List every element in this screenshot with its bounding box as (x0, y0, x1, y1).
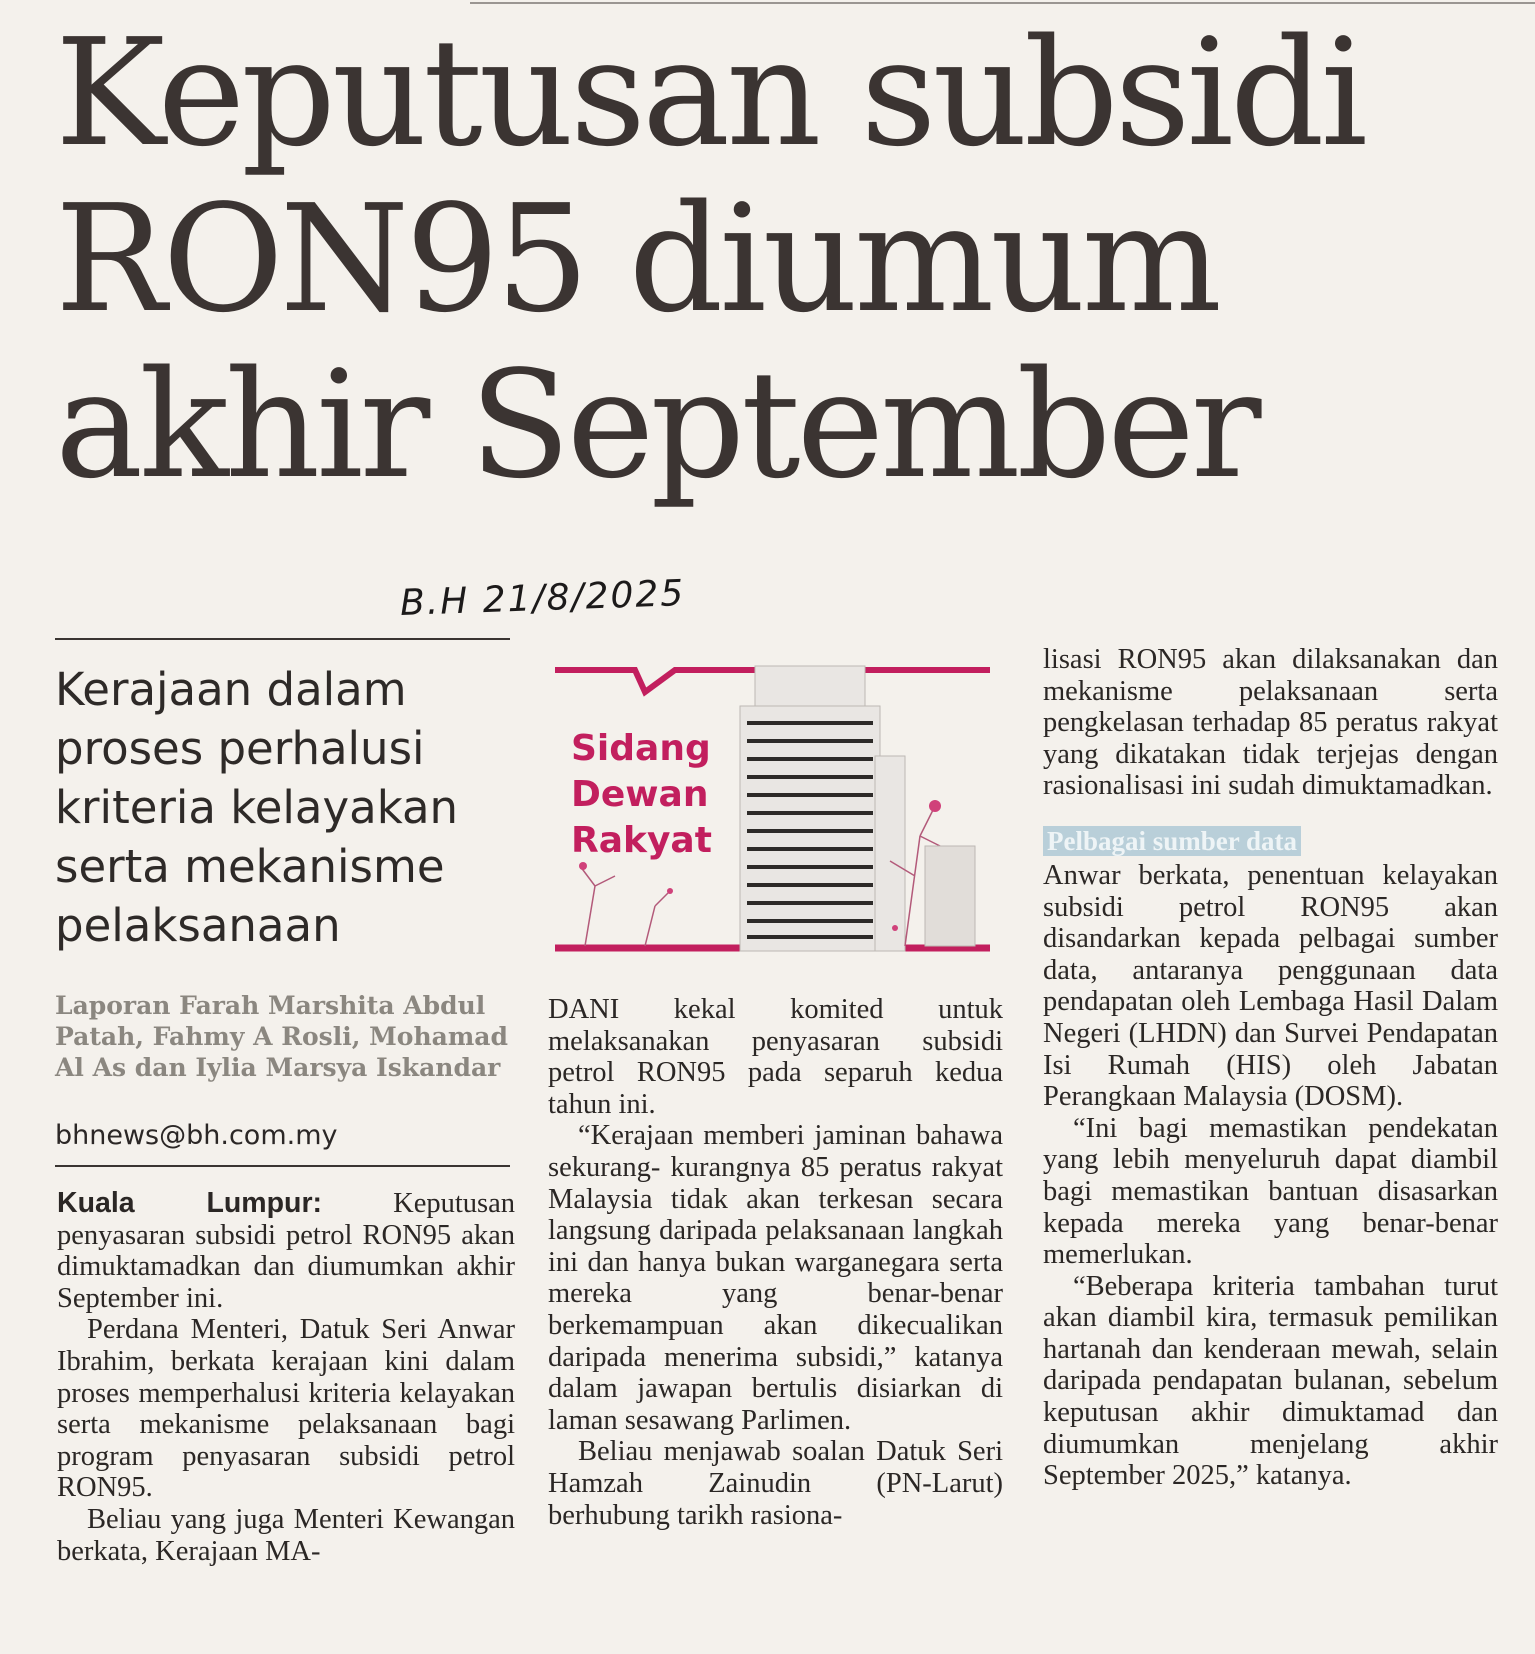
paragraph: “Beberapa kriteria tambahan turut akan diambil kira, termasuk pemilikan hartanah dan kenderaan mewah, selain daripada pendapatan bulanan, sebelum keputusan akhir dimuktamad dan diumumkan menjelang akhir September 2025,” katanya. (1043, 1270, 1498, 1492)
promo-label-line-3: Rakyat (571, 820, 712, 861)
article-column-3 (1043, 644, 1498, 1492)
spacer (1043, 802, 1498, 826)
headline-line-1: Keputusan subsidi (55, 7, 1364, 179)
byline-email[interactable]: bhnews@bh.com.my (55, 1120, 338, 1151)
promo-label-line-2: Dewan (571, 774, 709, 815)
headline-line-3: akhir September (55, 339, 1258, 511)
headline (55, 7, 1475, 511)
paragraph: Anwar berkata, penentuan kelayakan subsidi petrol RON95 akan disandarkan kepada pelbagai sumber data, antaranya penggunaan data pendapatan oleh Lembaga Hasil Dalam Negeri (LHDN) dan Survei Pendapatan Isi Rumah (HIS) oleh Jabatan Perangkaan Malaysia (DOSM). (1043, 859, 1498, 1113)
dateline: Kuala Lumpur: (57, 1187, 323, 1219)
paragraph: “Ini bagi memastikan pendekatan yang lebih menyeluruh dapat diambil bagi memastikan bantuan disasarkan kepada mereka yang benar-benar memerlukan. (1043, 1112, 1498, 1271)
promo-label (571, 726, 712, 864)
paragraph: “Kerajaan memberi jaminan bahawa sekurang- kurangnya 85 peratus rakyat Malaysia tidak akan terkesan secara langsung daripada pelaksanaan langkah ini dan hanya bukan warganegara serta mereka yang benar-benar berkemampuan akan dikecualikan daripada menerima subsidi,” katanya dalam jawapan bertulis disiarkan di laman sesawang Parlimen. (548, 1120, 1003, 1436)
subhead-top-rule (55, 638, 510, 640)
headline-line-2: RON95 diumum (55, 173, 1219, 345)
paragraph: lisasi RON95 akan dilaksanakan dan mekanisme pelaksanaan serta pengkelasan terhadap 85 peratus rakyat yang dikatakan tidak terjejas dengan rasionalisasi ini sudah dimuktamadkan. (1043, 644, 1498, 802)
article-column-2 (548, 994, 1003, 1531)
sidang-dewan-rakyat-promo (555, 636, 990, 956)
paragraph: DANI kekal komited untuk melaksanakan penyasaran subsidi petrol RON95 pada separuh kedua tahun ini. (548, 994, 1003, 1120)
top-border-rule (470, 2, 1535, 4)
paragraph: Beliau menjawab soalan Datuk Seri Hamzah Zainudin (PN-Larut) berhubung tarikh rasiona- (548, 1436, 1003, 1531)
paragraph (57, 1188, 515, 1314)
byline: Laporan Farah Marshita Abdul Patah, Fahmy A Rosli, Mohamad Al As dan Iylia Marsya Iskandar (55, 991, 508, 1082)
paragraph-text: Keputusan penyasaran subsidi petrol RON95 akan dimuktamadkan dan diumumkan akhir September ini. (57, 1188, 516, 1314)
subhead: Kerajaan dalam proses perhalusi kriteria kelayakan serta mekanisme pelaksanaan (55, 663, 459, 952)
section-subheading: Pelbagai sumber data (1043, 826, 1301, 856)
promo-label-line-1: Sidang (571, 728, 711, 769)
byline-bottom-rule (55, 1165, 510, 1167)
paragraph: Beliau yang juga Menteri Kewangan berkata, Kerajaan MA- (57, 1503, 515, 1567)
paragraph: Perdana Menteri, Datuk Seri Anwar Ibrahim, berkata kerajaan kini dalam proses memperhalusi kriteria kelayakan serta mekanisme pelaksanaan bagi program penyasaran subsidi petrol RON95. (57, 1314, 515, 1504)
handwritten-date-note: B.H 21/8/2025 (399, 573, 686, 624)
article-column-1 (57, 1188, 515, 1567)
